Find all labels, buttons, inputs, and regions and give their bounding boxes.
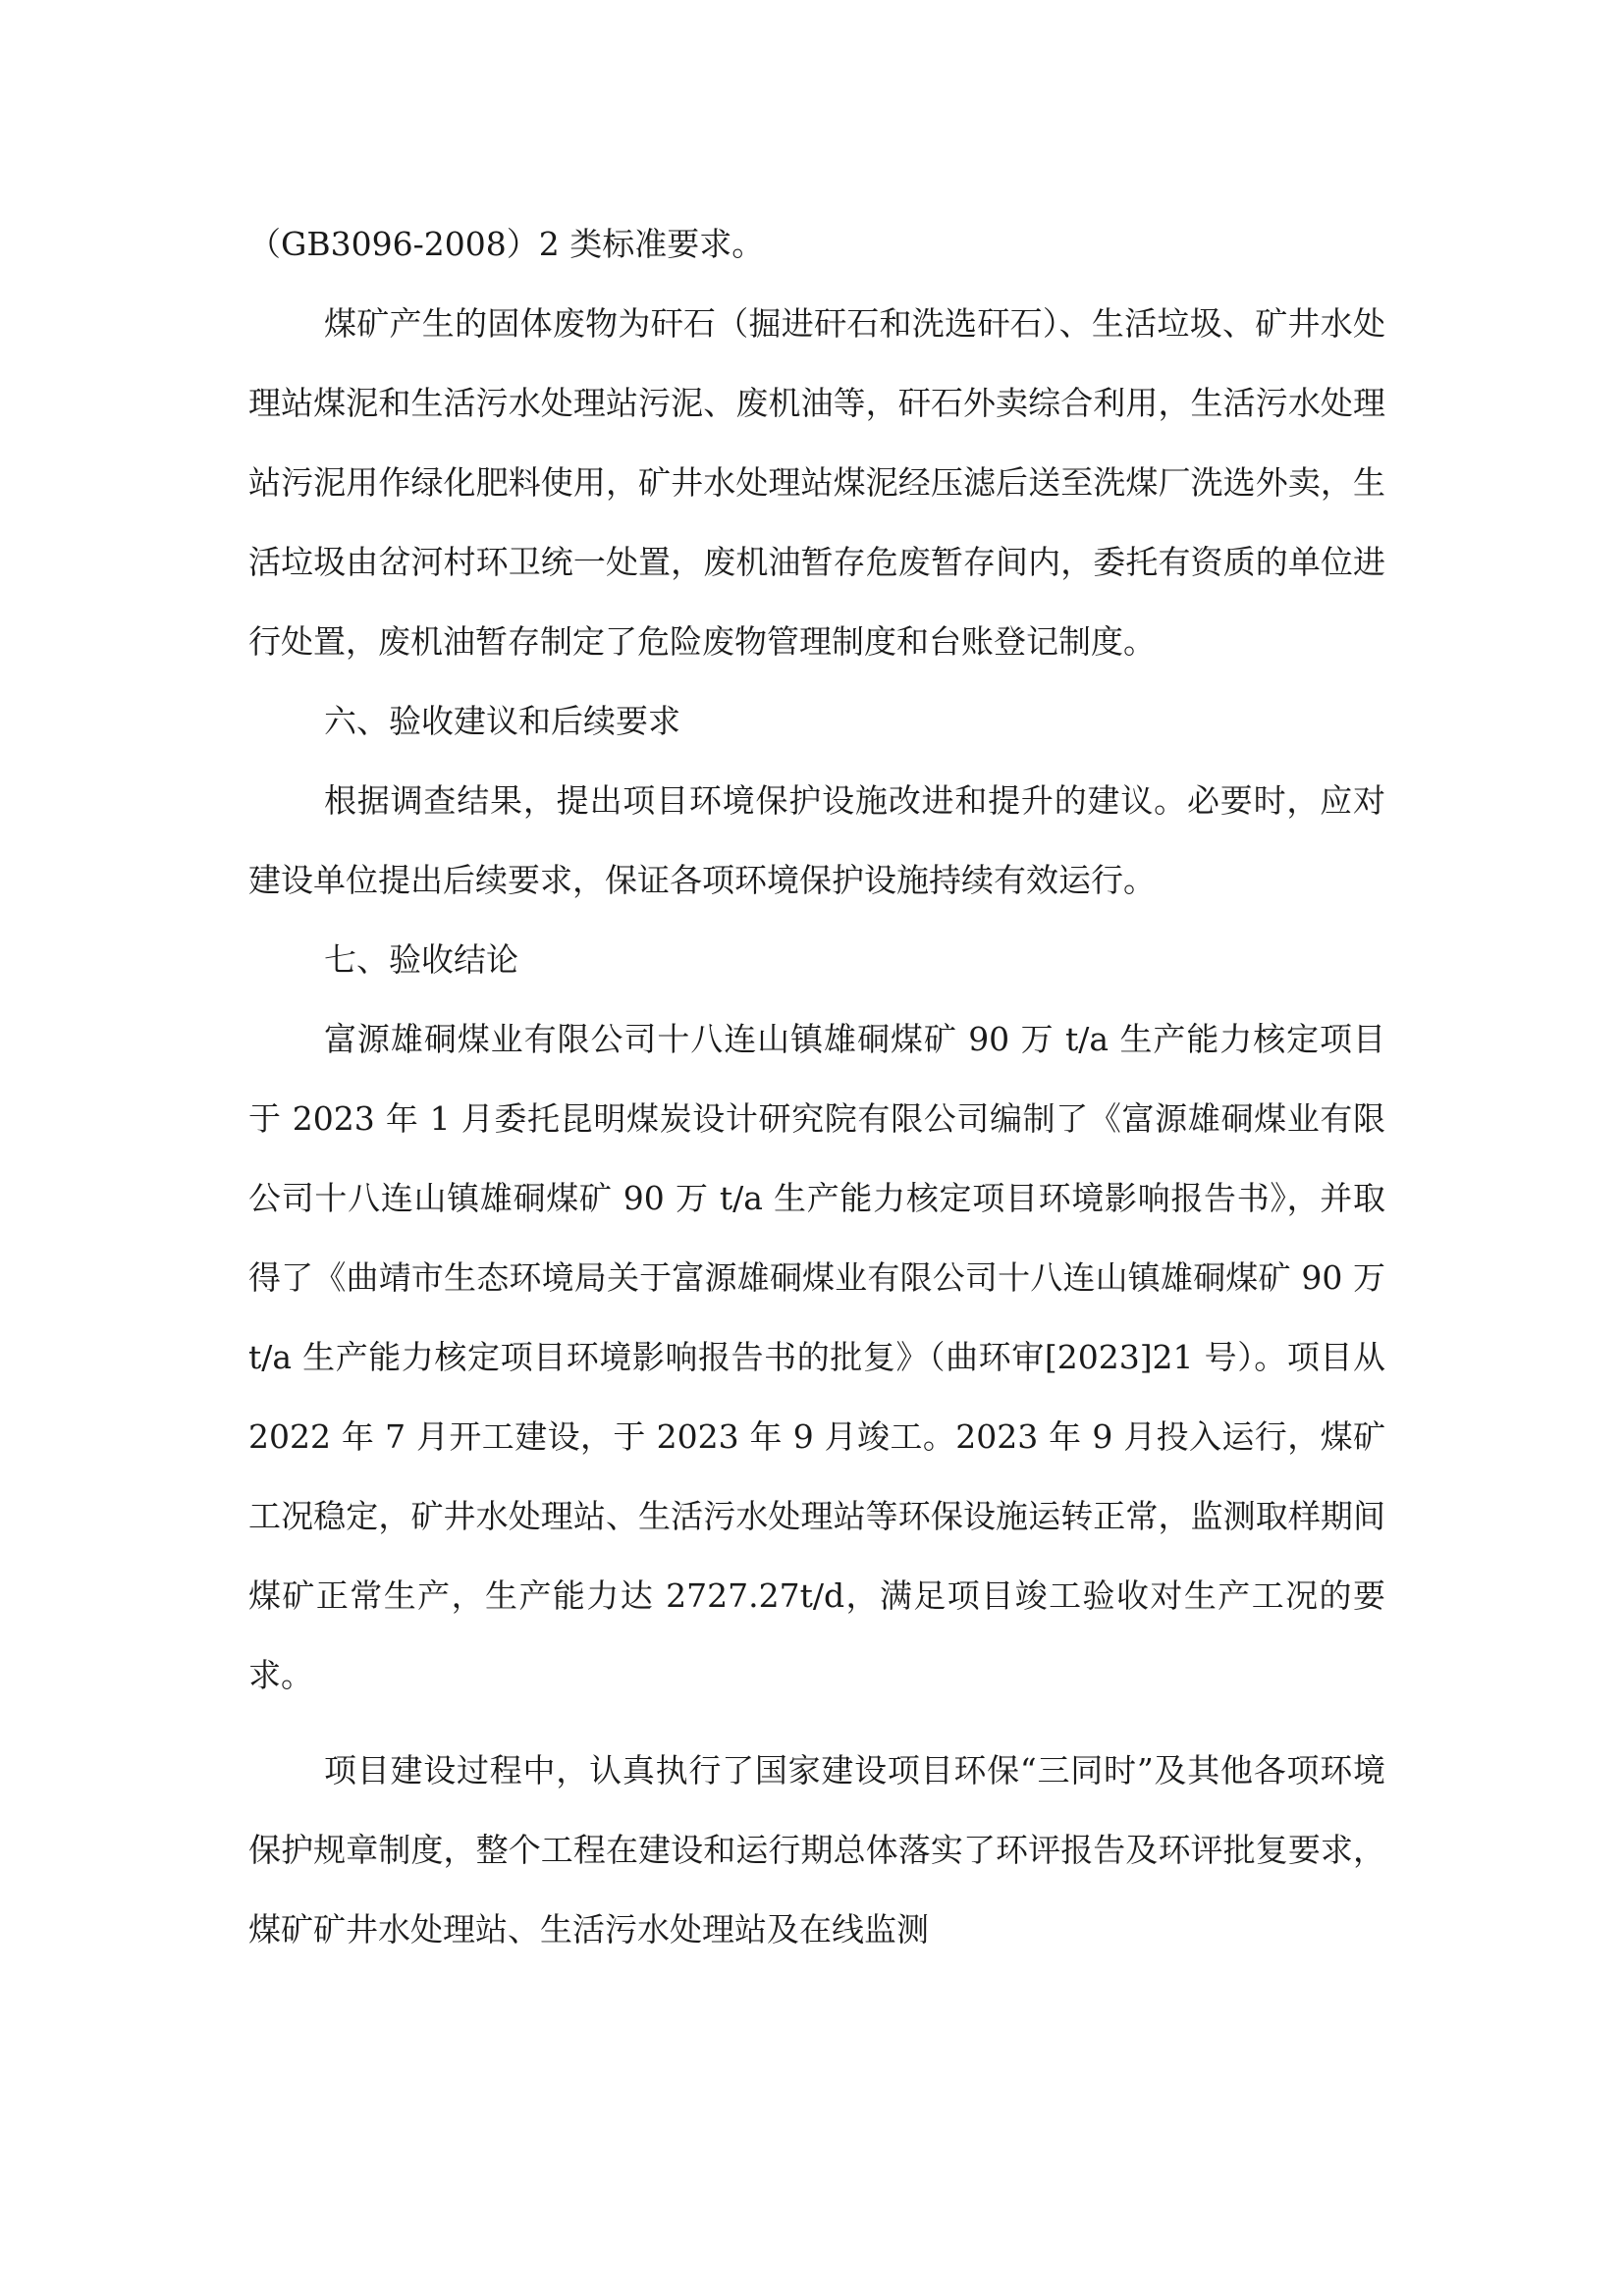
paragraph-conclusion-project-history: 富源雄硐煤业有限公司十八连山镇雄硐煤矿 90 万 t/a 生产能力核定项目于 2023 年 1 月委托昆明煤炭设计研究院有限公司编制了《富源雄硐煤业有限公司十八连山镇雄硐煤矿 90 万 t/a 生产能力核定项目环境影响报告书》，并取得了《曲靖市生态环境局关于富源雄硐煤业有限公司十八连山镇雄硐煤矿 90 万 t/a 生产能力核定项目环境影响报告书的批复》（曲环审[2023]21 号）。项目从 2022 年 7 月开工建设，于 2023 年 9 月竣工。2023 年 9 月投入运行，煤矿工况稳定，矿井水处理站、生活污水处理站等环保设施运转正常，监测取样期间煤矿正常生产，生产能力达 2727.27t/d，满足项目竣工验收对生产工况的要求。 (248, 1020, 1385, 1694)
paragraph-conclusion-three-simultaneous: 项目建设过程中，认真执行了国家建设项目环保“三同时”及其他各项环境保护规章制度，整个工程在建设和运行期总体落实了环评报告及环评批复要求，煤矿矿井水处理站、生活污水处理站及在线监测 (248, 1751, 1385, 1949)
section-heading-acceptance-suggestions: 六、验收建议和后续要求 (324, 702, 680, 740)
paragraph-noise-standard-continuation: （GB3096-2008）2 类标准要求。 (248, 225, 765, 263)
paragraph-solid-waste: 煤矿产生的固体废物为矸石（掘进矸石和洗选矸石）、生活垃圾、矿井水处理站煤泥和生活污水处理站污泥、废机油等，矸石外卖综合利用，生活污水处理站污泥用作绿化肥料使用，矿井水处理站煤泥经压滤后送至洗煤厂洗选外卖，生活垃圾由岔河村环卫统一处置，废机油暂存危废暂存间内，委托有资质的单位进行处置，废机油暂存制定了危险废物管理制度和台账登记制度。 (248, 304, 1385, 661)
section-heading-acceptance-conclusion: 七、验收结论 (324, 940, 518, 979)
paragraph-suggestions: 根据调查结果，提出项目环境保护设施改进和提升的建议。必要时，应对建设单位提出后续要求，保证各项环境保护设施持续有效运行。 (248, 781, 1385, 899)
document-body (248, 204, 1385, 1969)
